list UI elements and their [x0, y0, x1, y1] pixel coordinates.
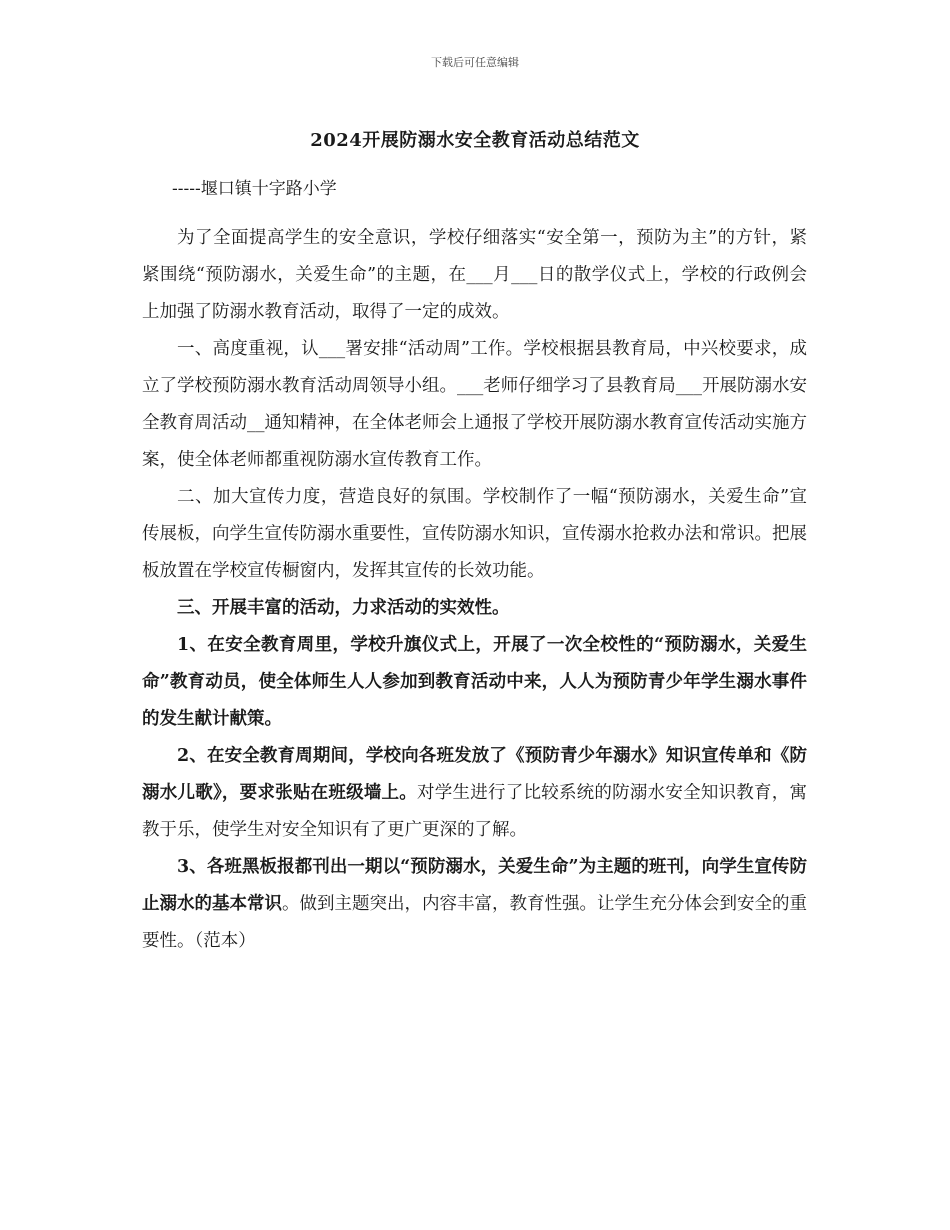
item-3-text: 。做到主题突出，内容丰富，教育性强。让学生充分体会到安全的重要性。（范本） [142, 894, 807, 951]
document-author: -----堰口镇十字路小学 [172, 179, 337, 199]
header-note: 下载后可任意编辑 [431, 56, 519, 69]
paragraph-item-1: 1、在安全教育周里，学校升旗仪式上，开展了一次全校性的“预防溺水，关爱生命”教育动员，使全体师生人人参加到教育活动中来，人人为预防青少年学生溺水事件的发生献计献策。 [142, 635, 807, 729]
paragraph-section-1: 一、高度重视，认___署安排“活动周”工作。学校根据县教育局，中兴校要求，成立了学校预防溺水教育活动周领导小组。___老师仔细学习了县教育局___开展防溺水安全教育周活动__通知精神，在全体老师会上通报了学校开展防溺水教育宣传活动实施方案，使全体老师都重视防溺水宣传教育工作。 [142, 339, 807, 470]
item-3-bold-text: 3、各班黑板报都刊出一期以“预防溺水，关爱生命”为主题的班刊，向学生宣传防止溺水的基本常识 [142, 857, 807, 914]
document-body [142, 220, 807, 960]
item-2-bold-text: 2、在安全教育周期间，学校向各班发放了《预防青少年溺水》知识宣传单和《防溺水儿歌》，要求张贴在班级墙上。 [142, 746, 807, 803]
paragraph-item-3 [142, 849, 807, 960]
paragraph-item-2 [142, 738, 807, 849]
paragraph-intro: 为了全面提高学生的安全意识，学校仔细落实“安全第一，预防为主”的方针，紧紧围绕“预防溺水，关爱生命”的主题，在___月___日的散学仪式上，学校的行政例会上加强了防溺水教育活动，取得了一定的成效。 [142, 228, 807, 322]
paragraph-section-2: 二、加大宣传力度，营造良好的氛围。学校制作了一幅“预防溺水，关爱生命”宣传展板，向学生宣传防溺水重要性，宣传防溺水知识，宣传溺水抢救办法和常识。把展板放置在学校宣传橱窗内，发挥其宣传的长效功能。 [142, 487, 807, 581]
section-3-heading: 三、开展丰富的活动，力求活动的实效性。 [177, 598, 510, 618]
item-2-text: 对学生进行了比较系统的防溺水安全知识教育，寓教于乐，使学生对安全知识有了更广更深的了解。 [142, 783, 808, 840]
document-title: 2024开展防溺水安全教育活动总结范文 [310, 130, 640, 151]
